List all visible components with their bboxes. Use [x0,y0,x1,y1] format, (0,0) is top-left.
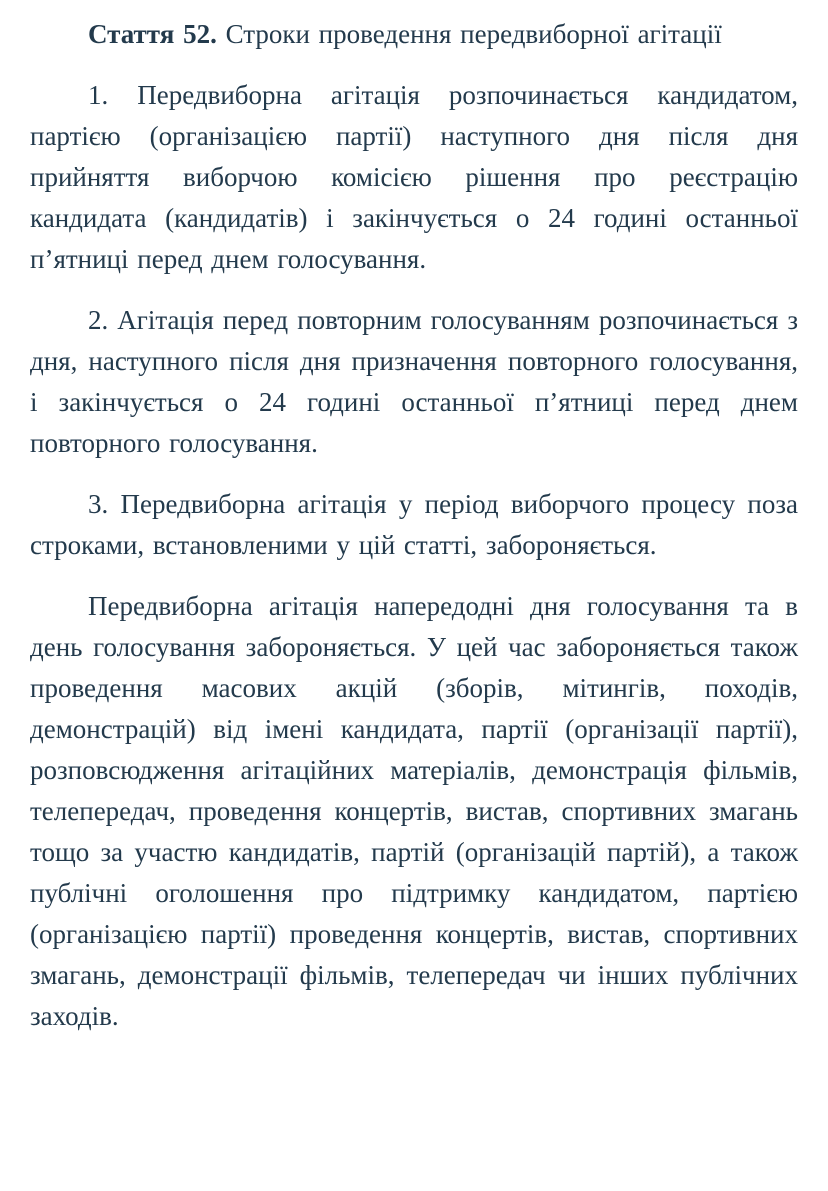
article-heading [30,14,798,55]
paragraph-2: 2. Агітація перед повторним голосуванням розпочинається з дня, наступного після дня призначення повторного голосування, і закінчується о 24 годині останньої п’ятниці перед днем повторного голосування. [30,305,798,458]
paragraph-3: 3. Передвиборна агітація у період виборчого процесу поза строками, встановленими у цій статті, забороняється. [30,489,798,560]
paragraph-1: 1. Передвиборна агітація розпочинається кандидатом, партією (організацією партії) наступного дня після дня прийняття виборчою комісією рішення про реєстрацію кандидата (кандидатів) і закінчується о 24 годині останньої п’ятниці перед днем голосування. [30,80,798,274]
paragraph-4: Передвиборна агітація напередодні дня голосування та в день голосування забороняється. У цей час забороняється також проведення масових акцій (зборів, мітингів, походів, демонстрацій) від імені кандидата, партії (організації партії), розповсюдження агітаційних матеріалів, демонстрація фільмів, телепередач, проведення концертів, вистав, спортивних змагань тощо за участю кандидатів, партій (організацій партій), а також публічні оголошення про підтримку кандидатом, партією (організацією партії) проведення концертів, вистав, спортивних змагань, демонстрації фільмів, телепередач чи інших публічних заходів. [30,591,798,1031]
article-title: Строки проведення передвиборної агітації [225,19,722,49]
article-number: Стаття 52. [88,19,217,49]
